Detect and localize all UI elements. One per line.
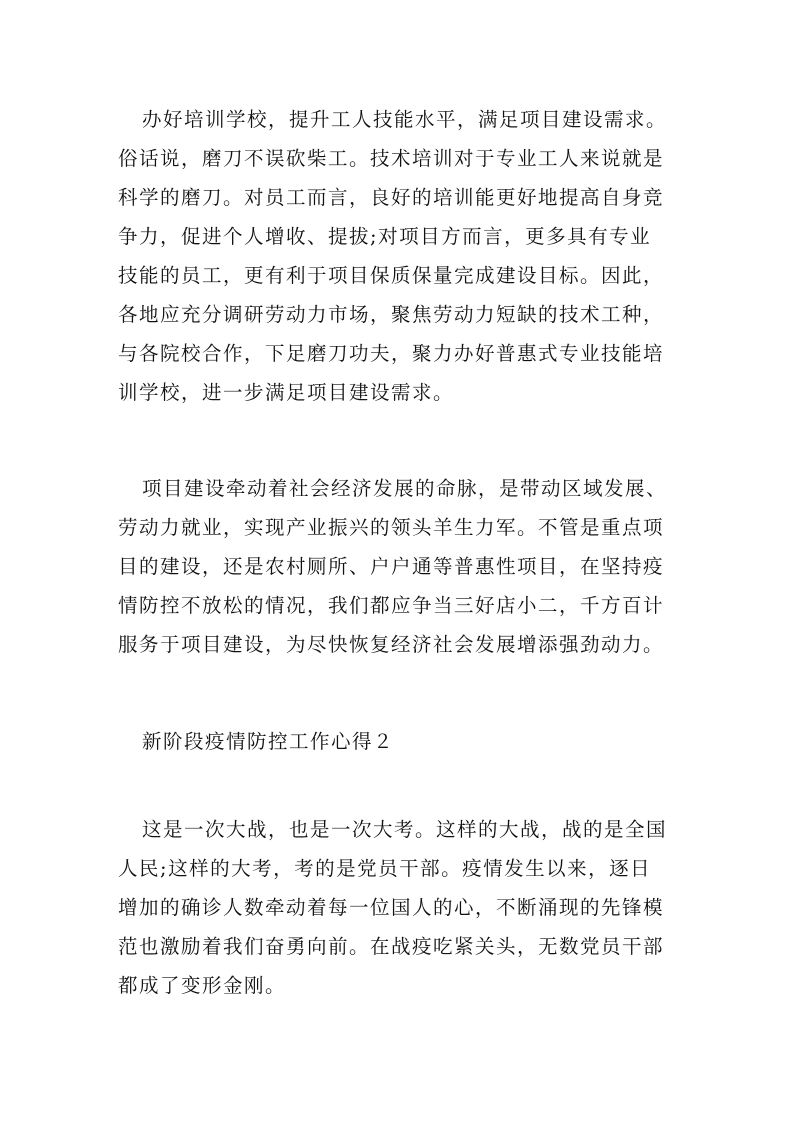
paragraph-line: 与各院校合作，下足磨刀功夫，聚力办好普惠式专业技能培: [118, 342, 665, 365]
paragraph-training-schools: [118, 100, 698, 412]
paragraph-line: 范也激励着我们奋勇向前。在战疫吃紧关头，无数党员干部: [118, 935, 665, 958]
paragraph-line: 这是一次大战，也是一次大考。这样的大战，战的是全国: [142, 818, 668, 841]
paragraph-line: 情防控不放松的情况，我们都应争当三好店小二，千方百计: [118, 594, 665, 617]
paragraph-line: 劳动力就业，实现产业振兴的领头羊生力军。不管是重点项: [118, 516, 665, 539]
paragraph-line: 俗话说，磨刀不误砍柴工。技术培训对于专业工人来说就是: [118, 147, 665, 170]
paragraph-project-construction: [118, 469, 698, 664]
heading-text: 新阶段疫情防控工作心得２: [142, 730, 395, 753]
paragraph-line: 项目建设牵动着社会经济发展的命脉，是带动区域发展、: [142, 477, 668, 500]
paragraph-line: 目的建设，还是农村厕所、户户通等普惠性项目，在坚持疫: [118, 555, 665, 578]
paragraph-line: 技能的员工，更有利于项目保质保量完成建设目标。因此，: [118, 264, 665, 287]
paragraph-line: 增加的确诊人数牵动着每一位国人的心，不断涌现的先锋模: [118, 896, 665, 919]
section-heading: [118, 722, 698, 761]
paragraph-line: 办好培训学校，提升工人技能水平，满足项目建设需求。: [142, 108, 668, 131]
paragraph-line: 服务于项目建设，为尽快恢复经济社会发展增添强劲动力。: [118, 633, 665, 656]
paragraph-line: 各地应充分调研劳动力市场，聚焦劳动力短缺的技术工种，: [118, 303, 665, 326]
paragraph-line: 人民;这样的大考，考的是党员干部。疫情发生以来，逐日: [118, 857, 652, 880]
paragraph-line: 科学的磨刀。对员工而言，良好的培训能更好地提高自身竞: [118, 186, 665, 209]
paragraph-line: 都成了变形金刚。: [118, 974, 287, 997]
paragraph-line: 训学校，进一步满足项目建设需求。: [118, 381, 455, 404]
paragraph-line: 争力，促进个人增收、提拔;对项目方而言，更多具有专业: [118, 225, 652, 248]
paragraph-big-battle: [118, 810, 698, 1005]
